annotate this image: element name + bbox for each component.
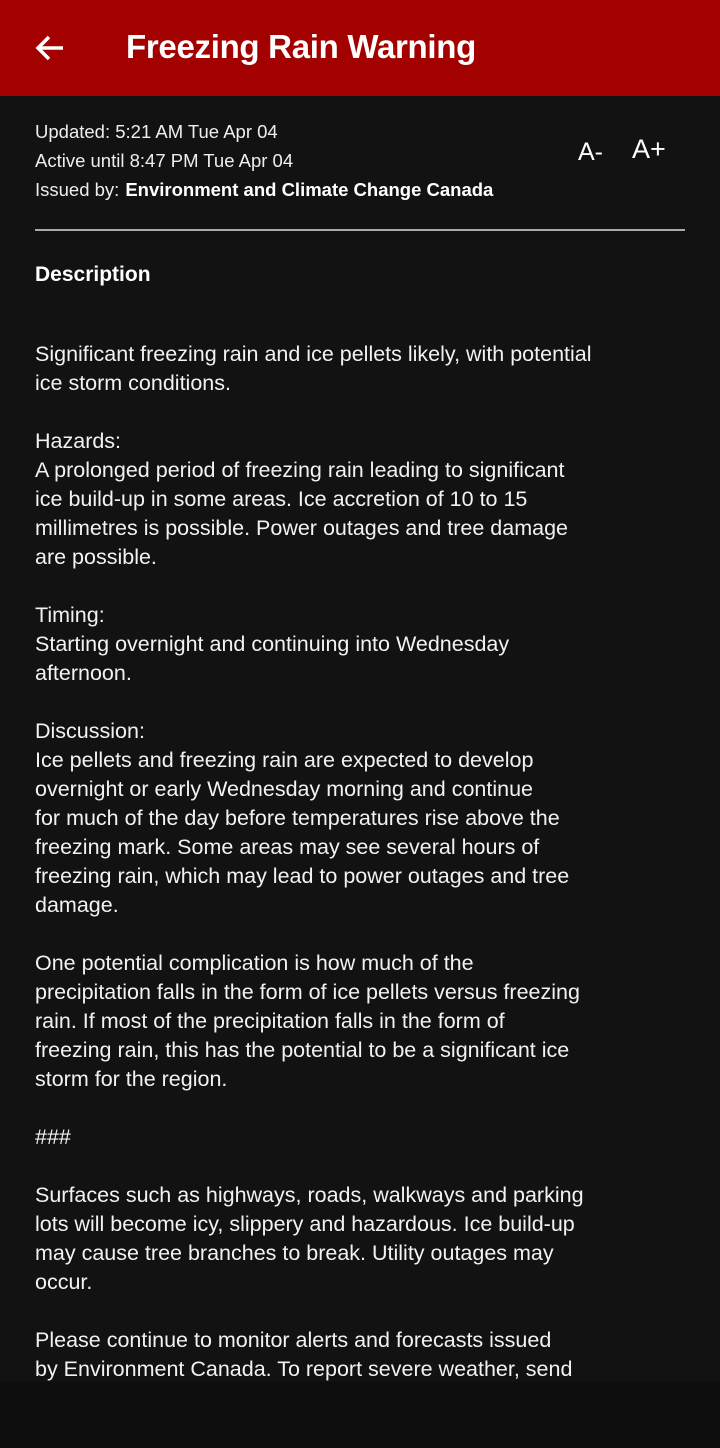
description-paragraph <box>35 949 695 1094</box>
issued-label: Issued by: <box>35 179 120 200</box>
text-line: freezing rain, this has the potential to be a significant ice <box>35 1038 570 1062</box>
app-bar <box>0 0 720 96</box>
text-line: Please continue to monitor alerts and forecasts issued <box>35 1328 552 1352</box>
divider <box>35 229 685 231</box>
text-line: overnight or early Wednesday morning and continue <box>35 777 533 801</box>
text-line: precipitation falls in the form of ice pellets versus freezing <box>35 980 580 1004</box>
text-line: Surfaces such as highways, roads, walkways and parking <box>35 1183 584 1207</box>
text-line: One potential complication is how much of the <box>35 951 474 975</box>
text-line: afternoon. <box>35 661 132 685</box>
text-line: freezing rain, which may lead to power outages and tree <box>35 864 570 888</box>
active-until: Active until 8:47 PM Tue Apr 04 <box>35 150 294 171</box>
text-line: Ice pellets and freezing rain are expected to develop <box>35 748 534 772</box>
system-nav-bar <box>0 1382 720 1448</box>
description-paragraph <box>35 1181 695 1297</box>
description-paragraph <box>35 1326 695 1382</box>
increase-font-button[interactable]: A+ <box>632 134 666 164</box>
back-button[interactable] <box>30 28 70 68</box>
description-paragraph <box>35 717 695 920</box>
text-line: Timing: <box>35 603 105 627</box>
text-line: ice build-up in some areas. Ice accretion of 10 to 15 <box>35 487 528 511</box>
text-line: damage. <box>35 893 119 917</box>
text-line: Discussion: <box>35 719 145 743</box>
description-paragraph <box>35 601 695 688</box>
issued-by <box>35 175 493 204</box>
description-paragraph <box>35 427 695 572</box>
text-line: lots will become icy, slippery and hazardous. Ice build-up <box>35 1212 575 1236</box>
text-line: ### <box>35 1125 71 1149</box>
text-line: occur. <box>35 1270 93 1294</box>
text-line: Starting overnight and continuing into Wednesday <box>35 632 510 656</box>
text-line: by Environment Canada. To report severe weather, send <box>35 1357 573 1381</box>
decrease-font-button[interactable]: A- <box>578 138 603 166</box>
arrow-left-icon <box>30 28 70 68</box>
text-line: may cause tree branches to break. Utility outages may <box>35 1241 554 1265</box>
text-line: storm for the region. <box>35 1067 228 1091</box>
text-line: millimetres is possible. Power outages and tree damage <box>35 516 568 540</box>
text-line: rain. If most of the precipitation falls in the form of <box>35 1009 505 1033</box>
description-body[interactable] <box>35 340 695 1382</box>
text-line: Hazards: <box>35 429 122 453</box>
text-line: ice storm conditions. <box>35 371 231 395</box>
text-line: A prolonged period of freezing rain leading to significant <box>35 458 565 482</box>
text-line: for much of the day before temperatures rise above the <box>35 806 560 830</box>
updated-time: Updated: 5:21 AM Tue Apr 04 <box>35 121 278 142</box>
page-title: Freezing Rain Warning <box>126 28 476 65</box>
text-line: freezing mark. Some areas may see several hours of <box>35 835 540 859</box>
alert-meta <box>35 117 493 204</box>
issuer: Environment and Climate Change Canada <box>125 179 494 200</box>
description-paragraph <box>35 340 695 398</box>
description-paragraph <box>35 1123 695 1152</box>
text-line: Significant freezing rain and ice pellets likely, with potential <box>35 342 592 366</box>
text-line: are possible. <box>35 545 157 569</box>
description-heading: Description <box>35 263 151 286</box>
